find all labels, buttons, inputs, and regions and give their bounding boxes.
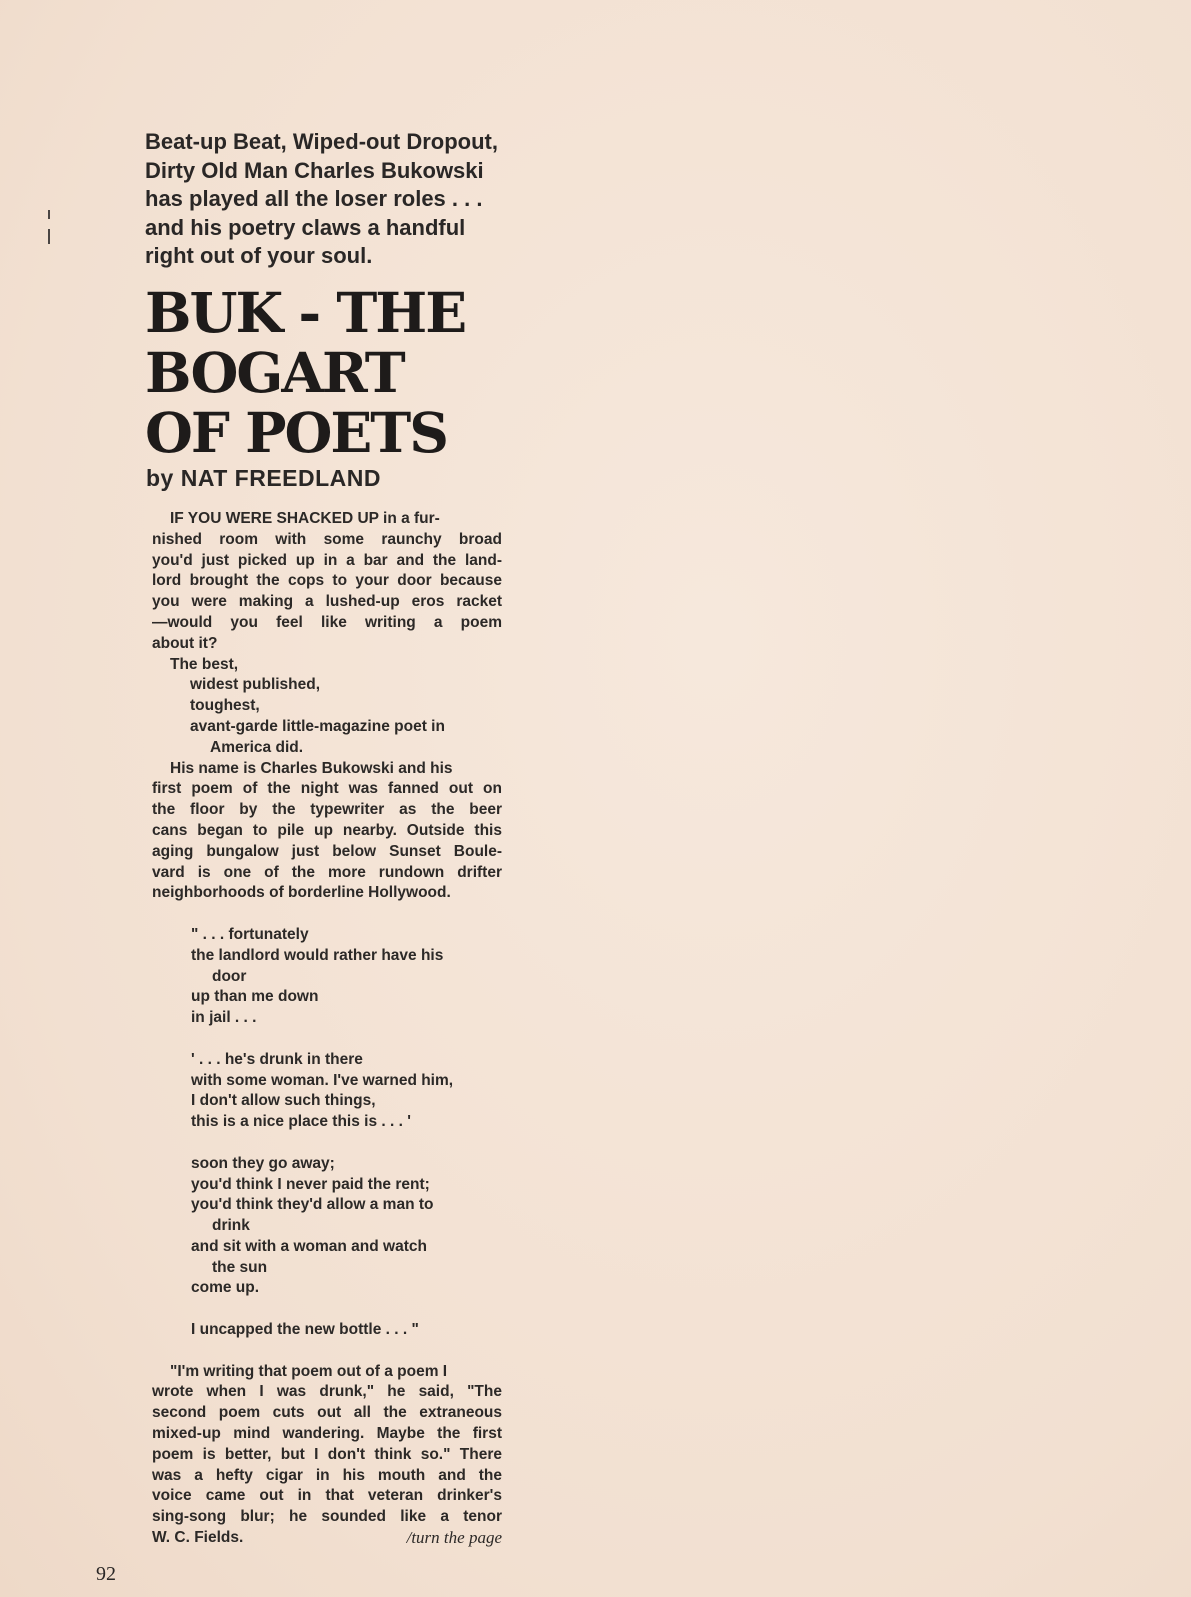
body-line: wrote when I was drunk," he said, "The bbox=[152, 1383, 502, 1401]
poem-line: come up. bbox=[191, 1279, 260, 1297]
continuation-note: /turn the page bbox=[406, 1528, 502, 1548]
body-line: mixed-up mind wandering. Maybe the first bbox=[152, 1425, 502, 1443]
poem-line: and sit with a woman and watch bbox=[191, 1237, 427, 1255]
article-deck bbox=[145, 128, 545, 271]
poem-line: soon they go away; bbox=[191, 1154, 335, 1172]
poem-line: up than me down bbox=[191, 988, 319, 1006]
poem-line: I uncapped the new bottle . . . " bbox=[191, 1321, 419, 1339]
headline-line: BUK - THE bbox=[145, 280, 466, 345]
poem-line: with some woman. I've warned him, bbox=[191, 1071, 454, 1089]
poem-line: door bbox=[212, 967, 247, 985]
body-line: lord brought the cops to your door because bbox=[152, 572, 502, 590]
body-line: —would you feel like writing a poem bbox=[152, 613, 502, 631]
body-line: first poem of the night was fanned out on bbox=[152, 780, 502, 798]
headline-line: OF POETS bbox=[145, 400, 447, 465]
list-line: avant-garde little-magazine poet in bbox=[190, 717, 445, 735]
body-line: vard is one of the more rundown drifter bbox=[152, 863, 502, 881]
binding-mark bbox=[48, 229, 50, 244]
byline: by NAT FREEDLAND bbox=[146, 465, 382, 491]
body-line: nished room with some raunchy broad bbox=[152, 530, 502, 548]
body-line: W. C. Fields. bbox=[152, 1529, 244, 1547]
closing-line bbox=[152, 1528, 502, 1549]
list-line: widest published, bbox=[190, 676, 321, 694]
body-line: cans began to pile up nearby. Outside this bbox=[152, 821, 502, 839]
body-line: neighborhoods of borderline Hollywood. bbox=[152, 884, 451, 902]
article-body bbox=[152, 509, 502, 1549]
deck-line: has played all the loser roles . . . bbox=[145, 186, 483, 211]
body-line: you were making a lushed-up eros racket bbox=[152, 593, 502, 611]
article-headline bbox=[145, 280, 545, 465]
body-line: was a hefty cigar in his mouth and the bbox=[152, 1466, 502, 1484]
poem-line: " . . . fortunately bbox=[191, 925, 309, 943]
body-line: aging bungalow just below Sunset Boule- bbox=[152, 842, 502, 860]
poem-line: I don't allow such things, bbox=[191, 1092, 376, 1110]
body-line: "I'm writing that poem out of a poem I bbox=[170, 1362, 448, 1380]
poem-line: ' . . . he's drunk in there bbox=[191, 1050, 363, 1068]
body-line: about it? bbox=[152, 634, 218, 652]
body-line: sing-song blur; he sounded like a tenor bbox=[152, 1508, 502, 1526]
body-line: His name is Charles Bukowski and his bbox=[170, 759, 453, 777]
deck-line: Dirty Old Man Charles Bukowski bbox=[145, 157, 484, 183]
body-line: poem is better, but I don't think so." There bbox=[152, 1445, 502, 1463]
body-line: voice came out in that veteran drinker's bbox=[152, 1487, 502, 1505]
list-line: The best, bbox=[170, 655, 239, 673]
poem-line: drink bbox=[212, 1217, 250, 1235]
list-line: America did. bbox=[210, 738, 304, 756]
poem-line: you'd think I never paid the rent; bbox=[191, 1175, 430, 1193]
poem-line: in jail . . . bbox=[191, 1009, 257, 1027]
poem-line: this is a nice place this is . . . ' bbox=[191, 1113, 411, 1131]
deck-line: and his poetry claws a handful bbox=[145, 214, 466, 240]
page-number: 92 bbox=[96, 1563, 116, 1585]
body-line: second poem cuts out all the extraneous bbox=[152, 1404, 502, 1422]
poem-line: the sun bbox=[212, 1258, 268, 1276]
binding-mark bbox=[48, 210, 50, 219]
headline-line: BOGART bbox=[145, 340, 404, 405]
body-line: IF YOU WERE SHACKED UP in a fur- bbox=[170, 510, 440, 527]
body-line: you'd just picked up in a bar and the land- bbox=[152, 551, 502, 569]
deck-line: Beat-up Beat, Wiped-out Dropout, bbox=[145, 129, 498, 154]
poem-line: you'd think they'd allow a man to bbox=[191, 1196, 434, 1214]
list-line: toughest, bbox=[190, 697, 260, 715]
poem-line: the landlord would rather have his bbox=[191, 946, 444, 964]
deck-line: right out of your soul. bbox=[145, 243, 373, 268]
body-line: the floor by the typewriter as the beer bbox=[152, 801, 502, 819]
